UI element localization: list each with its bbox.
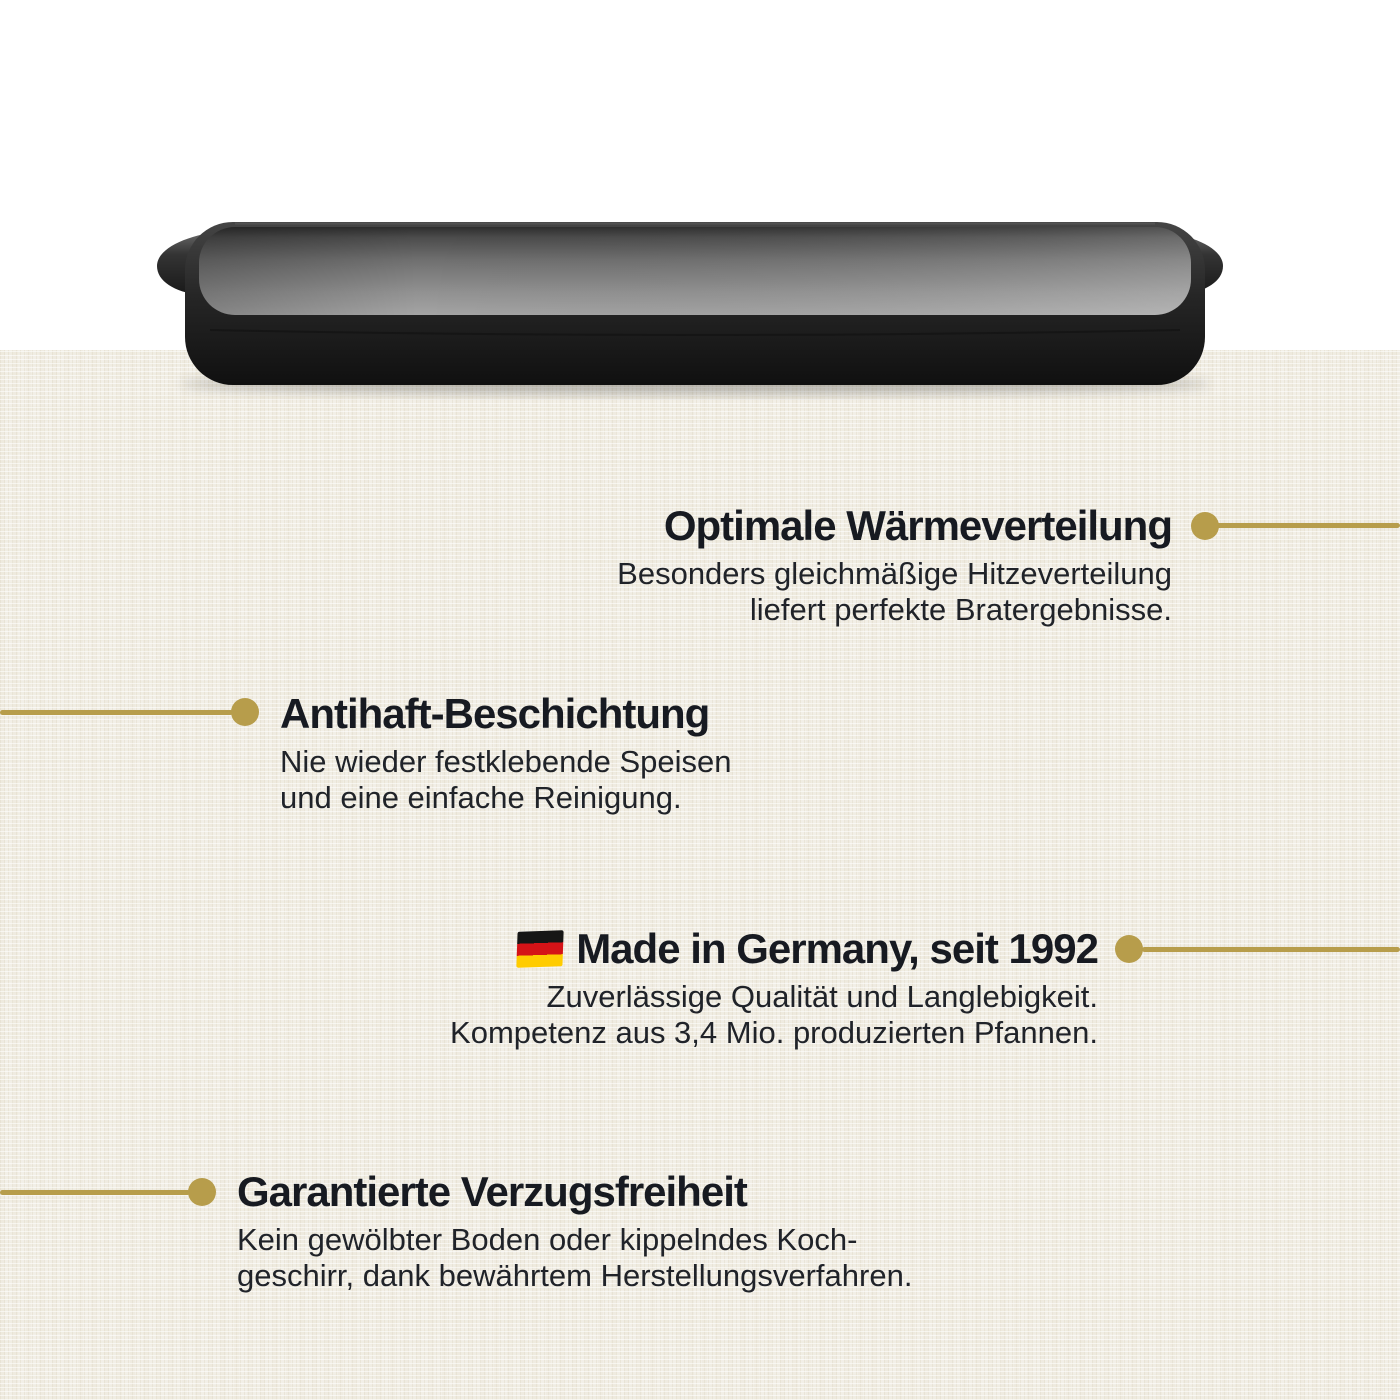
callout-body-line: und eine einfache Reinigung.	[280, 780, 682, 815]
callout-body-line: Zuverlässige Qualität und Langlebigkeit.	[546, 979, 1098, 1014]
leader-line-warpfree	[0, 1190, 190, 1195]
leader-dot-germany	[1115, 935, 1143, 963]
callout-title: Garantierte Verzugsfreiheit	[237, 1168, 747, 1215]
callout-warp-free	[237, 1168, 912, 1294]
leader-dot-heat	[1191, 512, 1219, 540]
griddle-pan-image	[140, 200, 1240, 400]
german-flag-icon	[517, 930, 564, 968]
callout-title: Optimale Wärmeverteilung	[663, 502, 1172, 549]
callout-body-line: Besonders gleichmäßige Hitzeverteilung	[617, 556, 1172, 591]
callout-title: Antihaft-Beschichtung	[280, 690, 710, 737]
callout-body-line: Kompetenz aus 3,4 Mio. produzierten Pfannen.	[450, 1015, 1098, 1050]
callout-title: Made in Germany, seit 1992	[576, 925, 1098, 972]
callout-nonstick-coating	[280, 690, 732, 816]
leader-line-germany	[1142, 947, 1400, 952]
callout-made-in-germany	[450, 925, 1098, 1051]
leader-dot-nonstick	[231, 698, 259, 726]
leader-line-heat	[1216, 523, 1400, 528]
callout-body-line: Kein gewölbter Boden oder kippelndes Koch-	[237, 1222, 858, 1257]
callout-body-line: liefert perfekte Bratergebnisse.	[749, 592, 1172, 627]
callout-heat-distribution	[617, 502, 1172, 628]
leader-dot-warpfree	[188, 1178, 216, 1206]
leader-line-nonstick	[0, 710, 233, 715]
callout-body-line: geschirr, dank bewährtem Herstellungsverfahren.	[237, 1258, 913, 1293]
callout-body-line: Nie wieder festklebende Speisen	[280, 744, 732, 779]
